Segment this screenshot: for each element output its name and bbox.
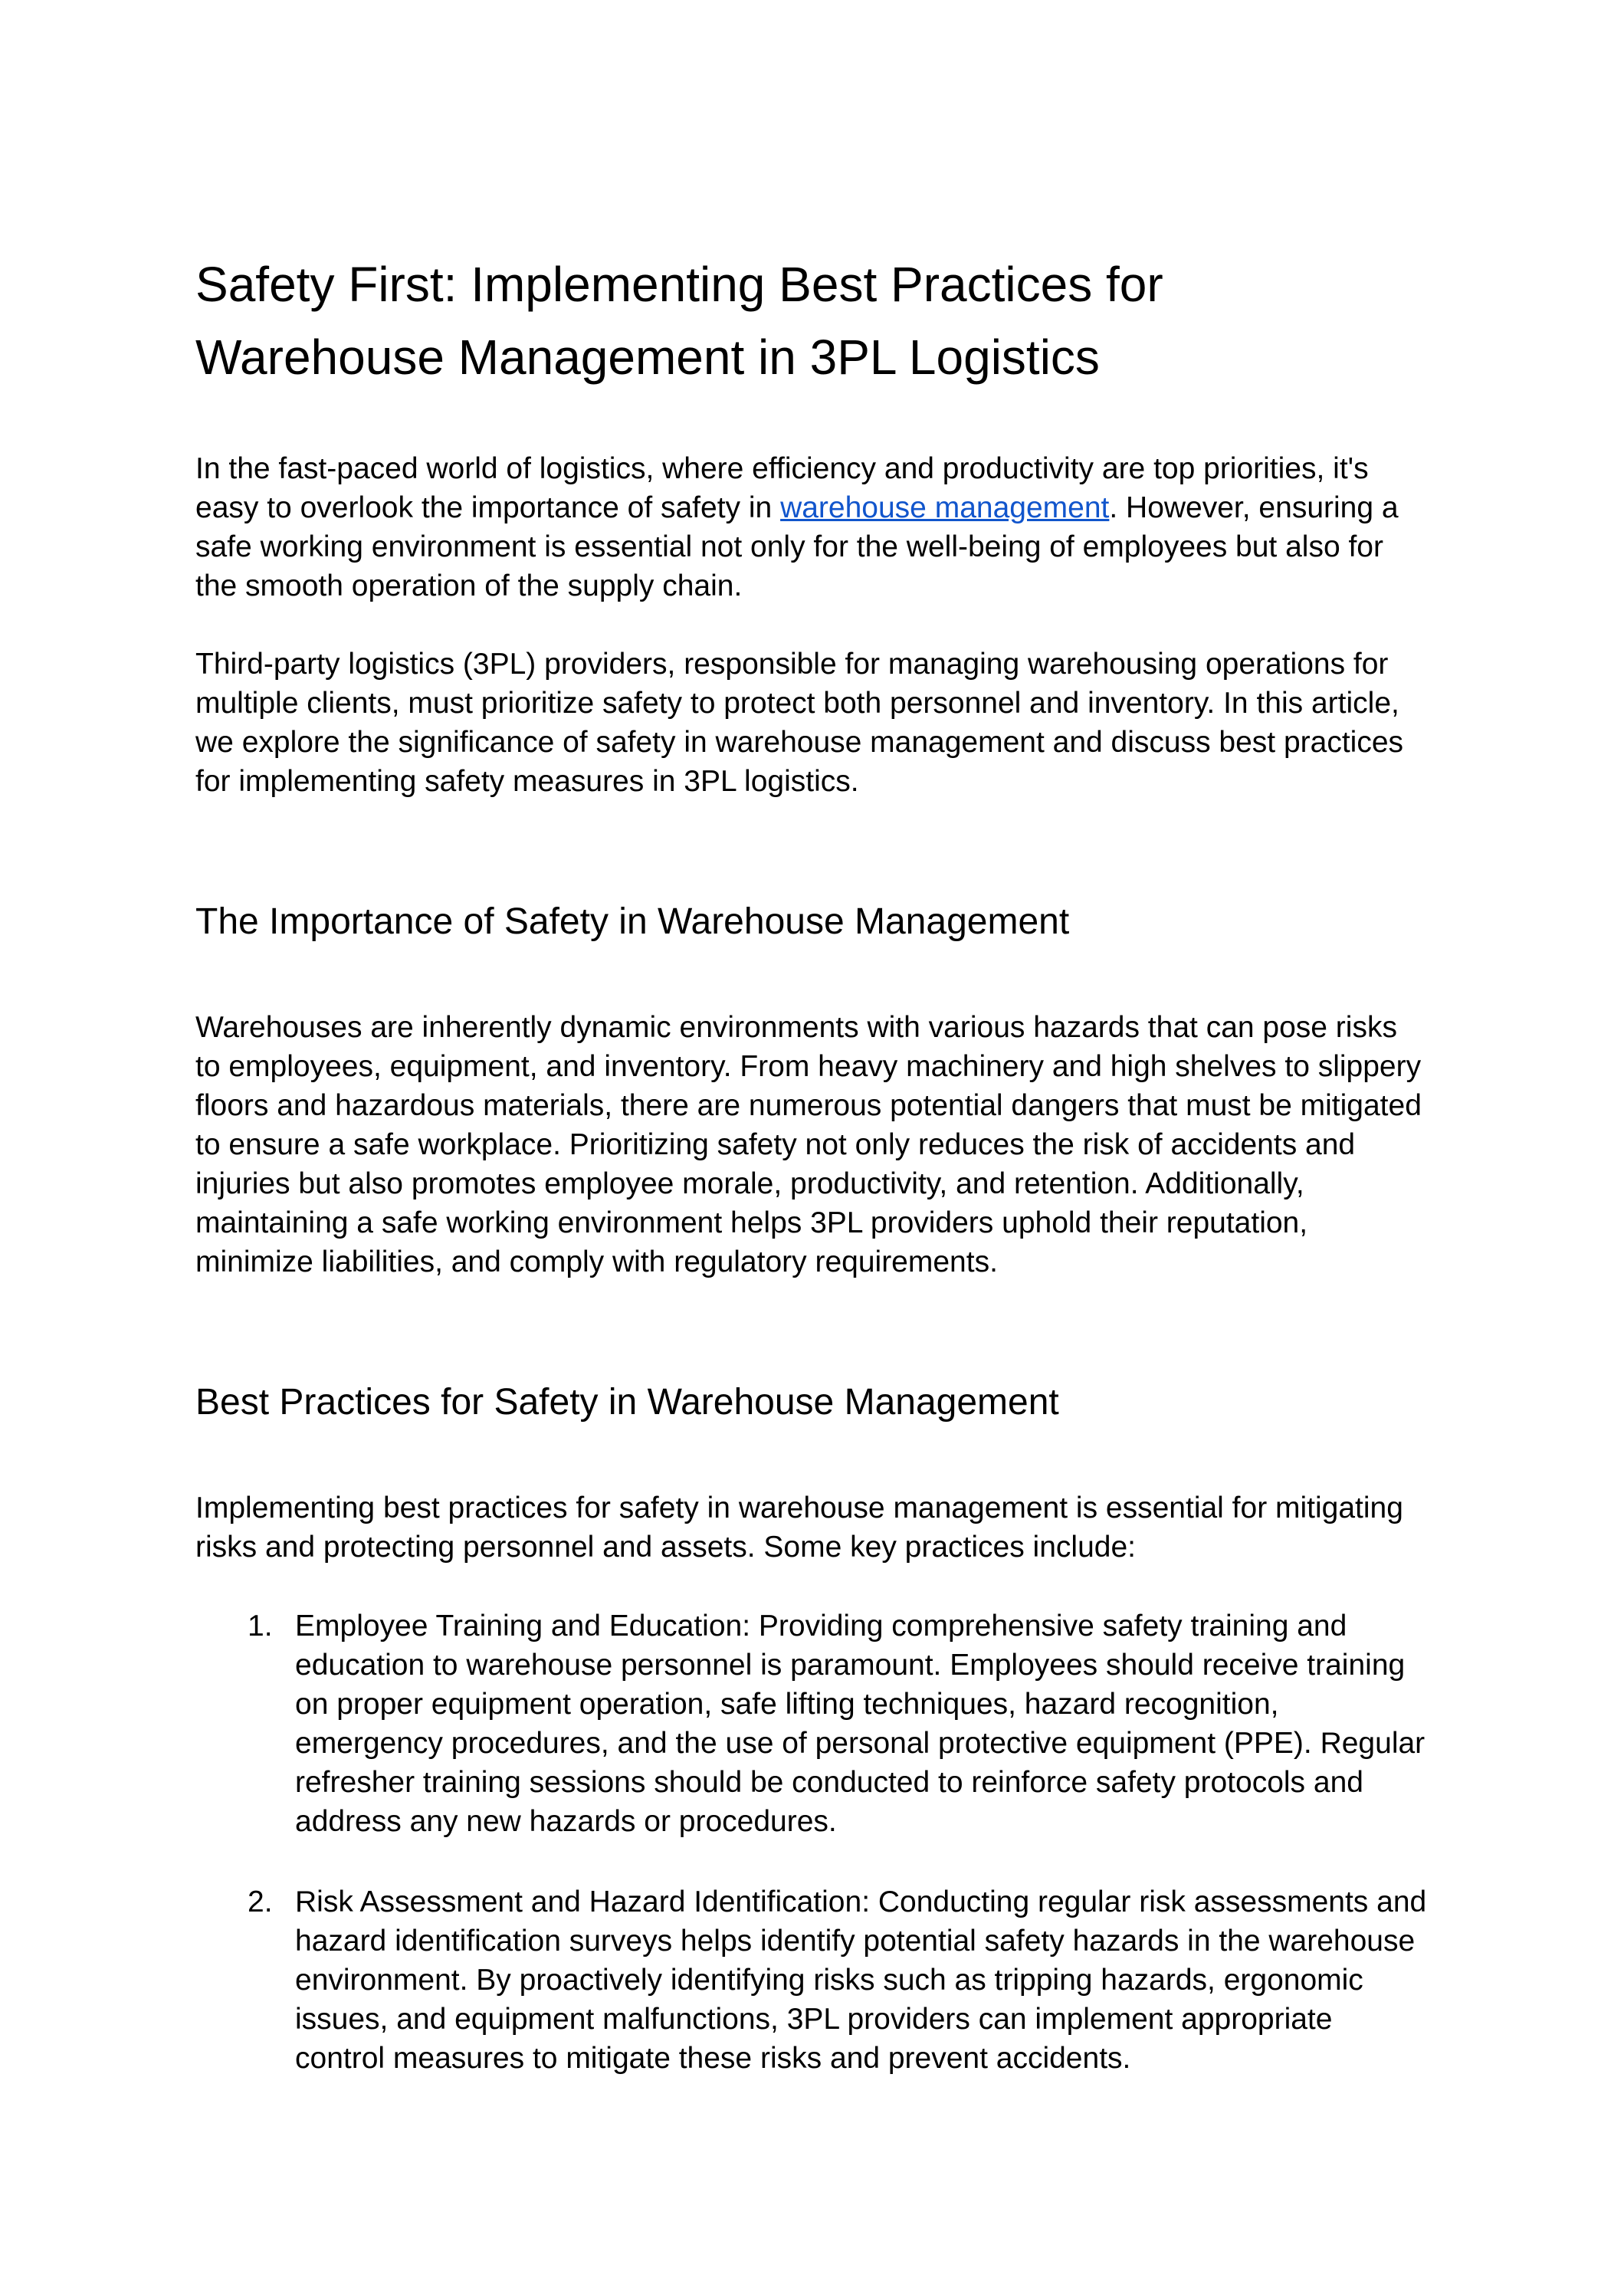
warehouse-management-link[interactable]: warehouse management [780,491,1110,524]
best-practices-list [195,1606,1427,2078]
section-heading-best-practices: Best Practices for Safety in Warehouse Management [195,1382,1059,1423]
list-item-number: 1. [248,1610,273,1643]
intro-paragraph-2: Third-party logistics (3PL) providers, responsible for managing warehousing operations for multiple clients, must prioritize safety to protect both personnel and inventory. In this article, we explore the significance of safety in warehouse management and discuss best practices for implementing safety measures in 3PL logistics. [195,648,1404,798]
document-title: Safety First: Implementing Best Practices for Warehouse Management in 3PL Logistics [195,257,1163,385]
section-best-practices-paragraph: Implementing best practices for safety in warehouse management is essential for mitigating risks and protecting personnel and assets. Some key practices include: [195,1492,1403,1564]
section-importance-paragraph: Warehouses are inherently dynamic environments with various hazards that can pose risks to employees, equipment, and inventory. From heavy machinery and high shelves to slippery floors and hazardous materials, there are numerous potential dangers that must be mitigated to ensure a safe workplace. Prioritizing safety not only reduces the risk of accidents and injuries but also promotes employee morale, productivity, and retention. Additionally, maintaining a safe working environment helps 3PL providers uphold their reputation, minimize liabilities, and comply with regulatory requirements. [195,1011,1422,1278]
document-content [195,248,1427,2078]
intro-paragraph-1 [195,449,1427,605]
list-item [195,1606,1427,1841]
list-item-text: Employee Training and Education: Providing comprehensive safety training and education to warehouse personnel is paramount. Employees should receive training on proper equipment operation, safe lifting techniques, hazard recognition, emergency procedures, and the use of personal protective equipment (PPE). Regular refresher training sessions should be conducted to reinforce safety protocols and address any new hazards or procedures. [295,1610,1426,1838]
list-item-text: Risk Assessment and Hazard Identification: Conducting regular risk assessments and hazard identification surveys helps identify potential safety hazards in the warehouse environment. By proactively identifying risks such as tripping hazards, ergonomic issues, and equipment malfunctions, 3PL providers can implement appropriate control measures to mitigate these risks and prevent accidents. [295,1885,1427,2075]
intro-paragraph-1-text-before: In the fast-paced world of logistics, where efficiency and productivity are top priorities, it's easy to overlook the importance of safety in [195,452,1369,524]
list-item [195,1882,1427,2078]
section-heading-importance: The Importance of Safety in Warehouse Management [195,901,1070,942]
list-item-number: 2. [248,1885,273,1918]
intro-paragraph-1-text-after: . However, ensuring a safe working environment is essential not only for the well-being of employees but also for the smooth operation of the supply chain. [195,491,1399,602]
